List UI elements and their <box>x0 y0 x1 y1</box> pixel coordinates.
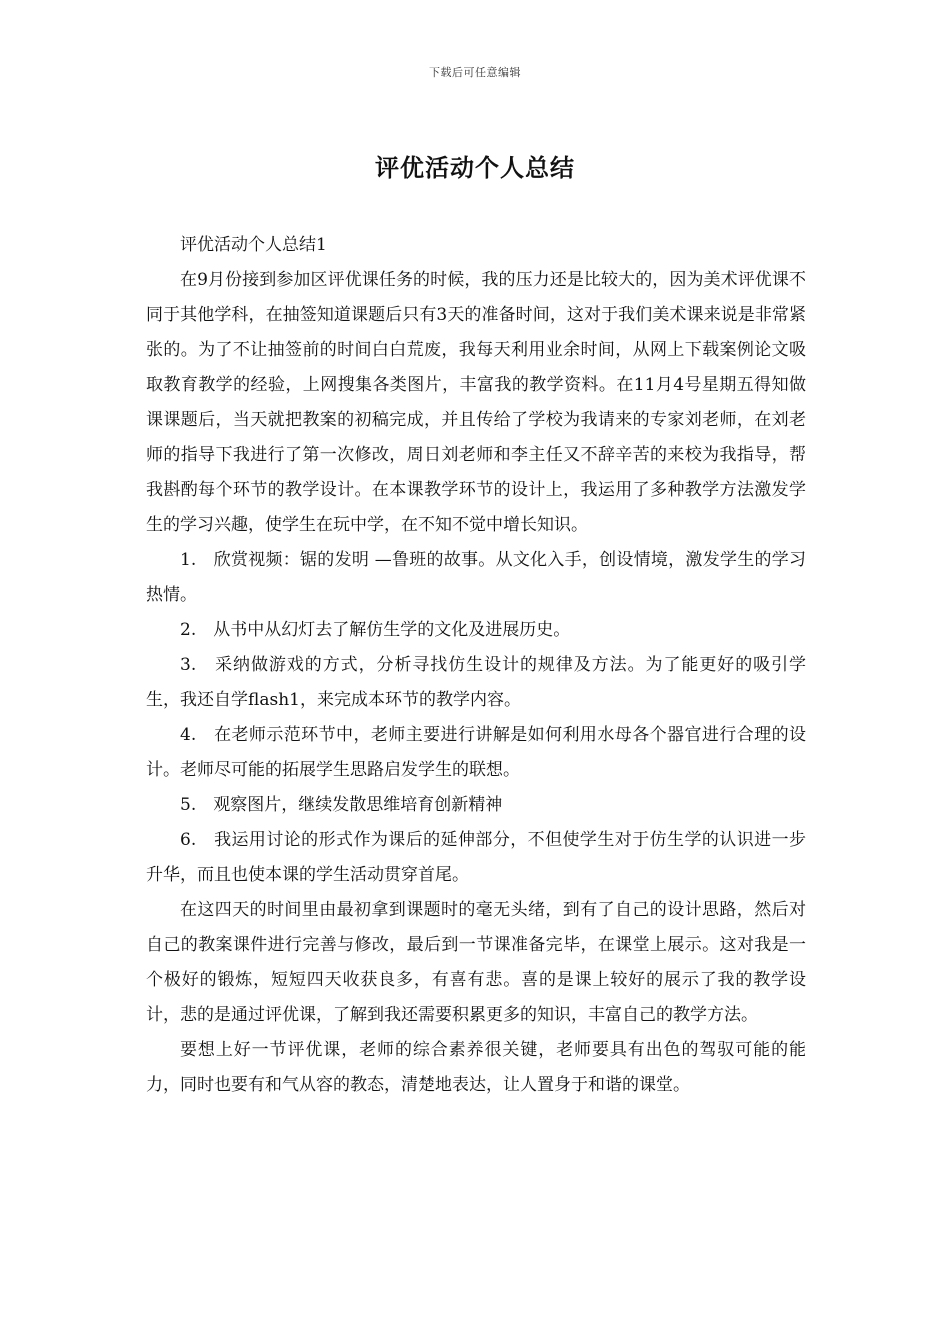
list-item: 4. 在老师示范环节中，老师主要进行讲解是如何利用水母各个器官进行合理的设计。老师尽可能的拓展学生思路启发学生的联想。 <box>146 725 806 780</box>
paragraph: 在9月份接到参加区评优课任务的时候，我的压力还是比较大的，因为美术评优课不同于其他学科，在抽签知道课题后只有3天的准备时间，这对于我们美术课来说是非常紧张的。为了不让抽签前的时间白白荒废，我每天利用业余时间，从网上下载案例论文吸取教育教学的经验，上网搜集各类图片，丰富我的教学资料。在11月4号星期五得知做课课题后，当天就把教案的初稿完成，并且传给了学校为我请来的专家刘老师，在刘老师的指导下我进行了第一次修改，周日刘老师和李主任又不辞辛苦的来校为我指导，帮我斟酌每个环节的教学设计。在本课教学环节的设计上，我运用了多种教学方法激发学生的学习兴趣，使学生在玩中学，在不知不觉中增长知识。 <box>146 270 806 535</box>
list-item: 6. 我运用讨论的形式作为课后的延伸部分，不但使学生对于仿生学的认识进一步升华，而且也使本课的学生活动贯穿首尾。 <box>146 830 806 885</box>
list-item: 5. 观察图片，继续发散思维培育创新精神 <box>180 795 503 815</box>
paragraph: 在这四天的时间里由最初拿到课题时的毫无头绪，到有了自己的设计思路，然后对自己的教案课件进行完善与修改，最后到一节课准备完毕，在课堂上展示。这对我是一个极好的锻炼，短短四天收获良多，有喜有悲。喜的是课上较好的展示了我的教学设计，悲的是通过评优课，了解到我还需要积累更多的知识，丰富自己的教学方法。 <box>146 900 806 1025</box>
list-item: 2. 从书中从幻灯去了解仿生学的文化及进展历史。 <box>180 620 571 640</box>
paragraph: 要想上好一节评优课，老师的综合素养很关键，老师要具有出色的驾驭可能的能力，同时也要有和气从容的教态，清楚地表达，让人置身于和谐的课堂。 <box>146 1040 806 1095</box>
list-item: 1. 欣赏视频：锯的发明 —鲁班的故事。从文化入手，创设情境，激发学生的学习热情。 <box>146 550 806 605</box>
document-title: 评优活动个人总结 <box>375 153 575 182</box>
document-body <box>146 228 806 1103</box>
header-note: 下载后可任意编辑 <box>429 66 521 79</box>
list-item: 3. 采纳做游戏的方式，分析寻找仿生设计的规律及方法。为了能更好的吸引学生，我还自学flash1，来完成本环节的教学内容。 <box>146 655 806 710</box>
paragraph-subtitle: 评优活动个人总结1 <box>180 235 327 255</box>
